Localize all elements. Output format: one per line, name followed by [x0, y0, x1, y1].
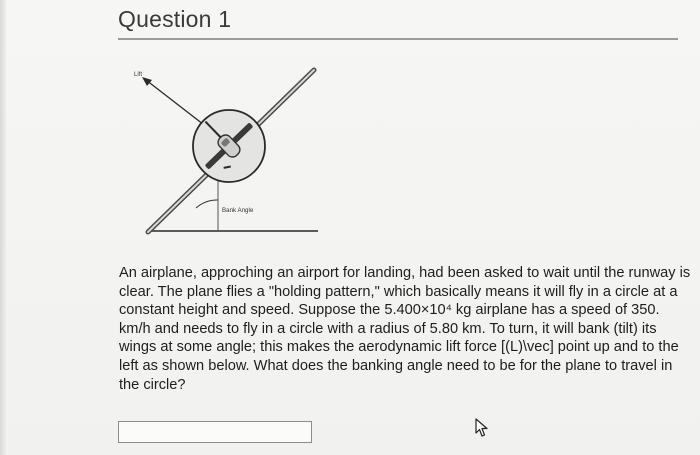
bank-angle-label: Bank Angle [222, 207, 254, 214]
title-divider [118, 38, 678, 40]
lift-arrowhead [142, 77, 152, 86]
answer-input[interactable] [118, 421, 312, 443]
mouse-pointer-icon [474, 418, 490, 438]
bank-angle-arc [196, 200, 218, 208]
lift-label: Lift [134, 72, 143, 78]
window-edge [0, 0, 6, 455]
bank-angle-diagram [118, 50, 338, 250]
question-title: Question 1 [118, 6, 232, 32]
question-text: An airplane, approching an airport for landing, had been asked to wait until the runway is clear. The plane flies a "holding pattern," which basically means it will fly in a circle at a constant height and speed. Suppose the 5.400×10⁴ kg airplane has a speed of 350. km/h and needs to fly in a circle with a radius of 5.80 km. To turn, it will bank (tilt) its wings at some angle; this makes the aerodynamic lift force [(L)\vec] point up and to the left as shown below. What does the banking angle need to be for the plane to travel in the circle? [119, 265, 691, 393]
